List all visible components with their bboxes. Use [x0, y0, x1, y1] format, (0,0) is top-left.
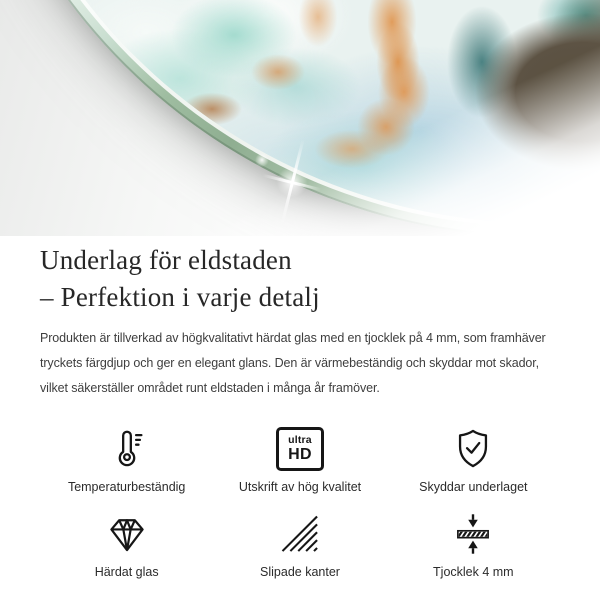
- polished-edges-icon: [279, 508, 321, 560]
- product-photo: [0, 0, 600, 236]
- small-sparkle-highlight: [255, 153, 269, 167]
- feature-label: Slipade kanter: [260, 565, 340, 579]
- uhd-text-top: ultra: [288, 434, 312, 447]
- page-title: [40, 242, 560, 316]
- shield-check-icon: [450, 423, 496, 475]
- diamond-icon: [105, 508, 149, 560]
- feature-temperature-resistant: [40, 423, 213, 494]
- thickness-4mm-icon: [451, 508, 495, 560]
- page-title-line1: Underlag för eldstaden: [40, 245, 292, 275]
- description-line: tryckets färgdjup och ger en elegant glans. Den är värmebeständig och skyddar mot skador,: [40, 356, 540, 370]
- feature-thickness: [387, 508, 560, 579]
- product-description: [40, 326, 560, 401]
- feature-label: Skyddar underlaget: [419, 480, 528, 494]
- page-title-line2: – Perfektion i varje detalj: [40, 282, 320, 312]
- uhd-text-bottom: HD: [288, 445, 312, 463]
- feature-protects-surface: [387, 423, 560, 494]
- feature-label: Härdat glas: [94, 565, 159, 579]
- feature-label: Temperaturbeständig: [67, 480, 186, 494]
- feature-tempered-glass: [40, 508, 213, 579]
- feature-polished-edges: [213, 508, 386, 579]
- ultra-hd-icon: [276, 423, 324, 475]
- feature-label: Utskrift av hög kvalitet: [238, 480, 362, 494]
- feature-label: Tjocklek 4 mm: [433, 565, 514, 579]
- glass-panel: [0, 0, 600, 236]
- product-info-section: [0, 242, 600, 579]
- thermometer-icon: [104, 423, 150, 475]
- description-line: Produkten är tillverkad av högkvalitativt härdat glas med en tjocklek på 4 mm, som framhäver: [40, 331, 546, 345]
- feature-print-quality: [213, 423, 386, 494]
- description-line: vilket säkerställer området runt eldstaden i många år framöver.: [40, 381, 380, 395]
- feature-grid: [40, 423, 560, 579]
